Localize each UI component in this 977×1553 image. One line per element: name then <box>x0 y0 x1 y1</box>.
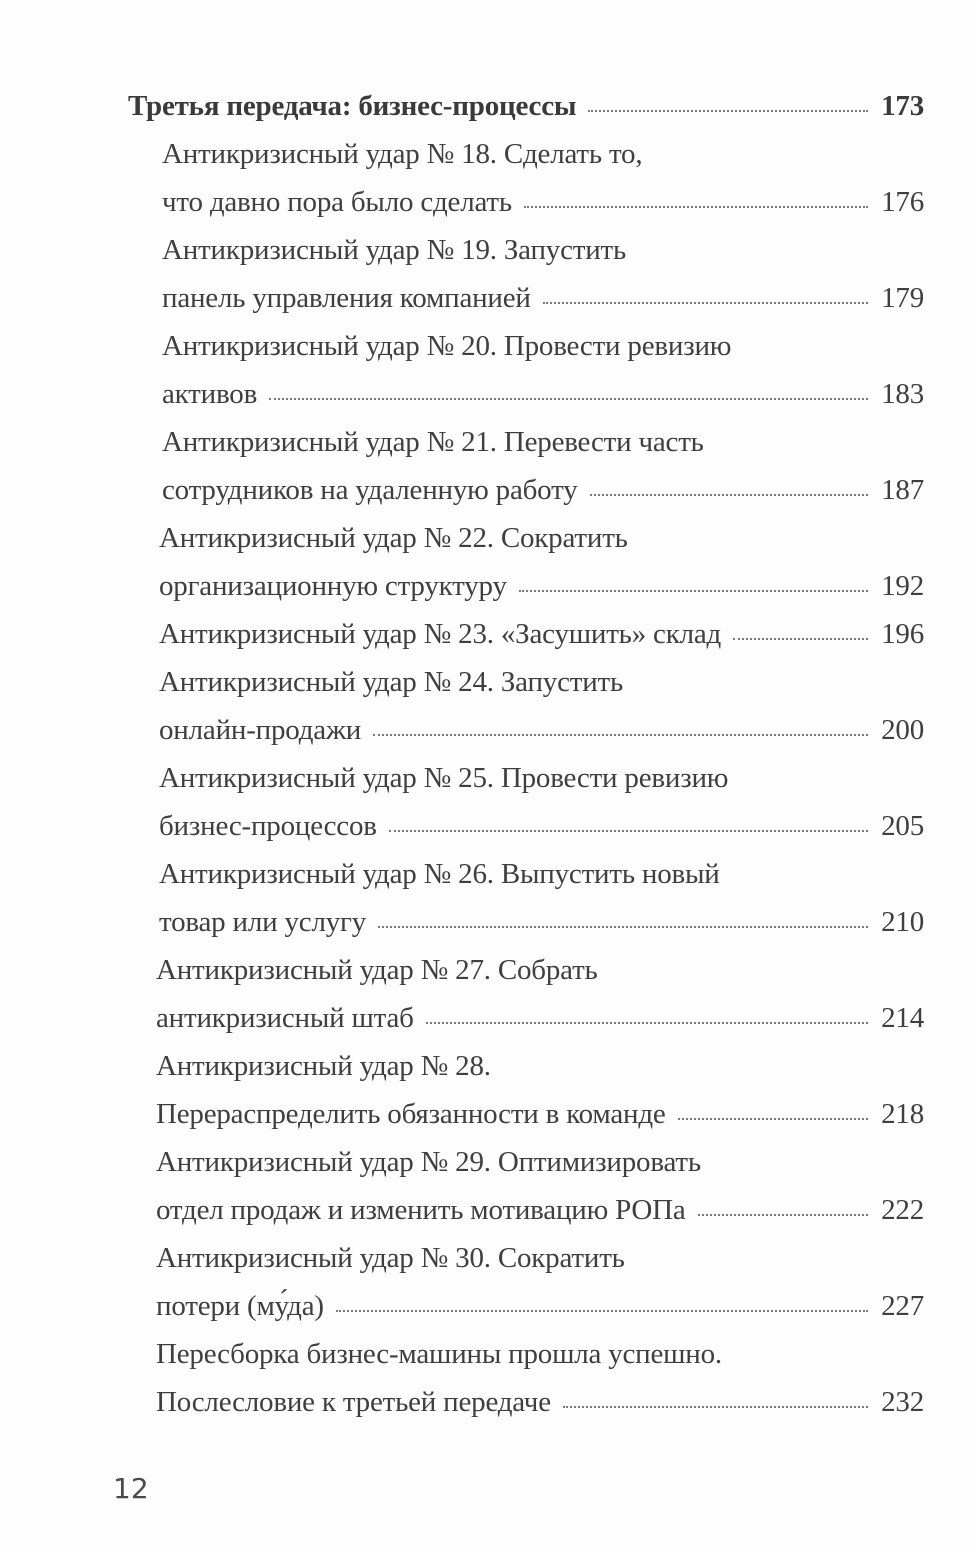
toc-line <box>128 82 924 130</box>
entry-title-line-1: Антикризисный удар № 24. Запустить <box>159 666 624 698</box>
toc-line <box>159 898 924 946</box>
entry-title-line-2: антикризисный штаб <box>156 1002 414 1034</box>
page-number: 187 <box>881 474 924 506</box>
page-number: 179 <box>881 282 924 314</box>
page-number: 200 <box>881 714 924 746</box>
toc-entry <box>159 850 924 946</box>
dot-leader <box>373 734 868 736</box>
toc-entry <box>162 418 924 514</box>
toc-entry <box>162 130 924 226</box>
toc-line <box>159 754 924 802</box>
dot-leader <box>543 302 868 304</box>
toc-entry <box>159 514 924 610</box>
entry-title-line-2: организационную структуру <box>159 570 507 602</box>
entry-title-line-1: Антикризисный удар № 25. Провести ревизию <box>159 762 729 794</box>
page-folio-number: 12 <box>113 1472 149 1505</box>
entry-title-line-1: Антикризисный удар № 26. Выпустить новый <box>159 858 720 890</box>
page-number: 227 <box>881 1290 924 1322</box>
toc-part-heading <box>128 82 924 130</box>
toc-line <box>156 1378 924 1426</box>
entry-title-line-1: Антикризисный удар № 22. Сократить <box>159 522 628 554</box>
page-number: 192 <box>881 570 924 602</box>
entry-title-line-2: Перераспределить обязанности в команде <box>156 1098 666 1130</box>
entry-title-line-1: Антикризисный удар № 29. Оптимизировать <box>156 1146 701 1178</box>
entry-title-line-2: что давно пора было сделать <box>162 186 512 218</box>
toc-line <box>156 1042 924 1090</box>
dot-leader <box>336 1310 868 1312</box>
entry-title-line-2: потери (му́да) <box>156 1290 324 1322</box>
toc-entry <box>159 610 924 658</box>
entry-title-line-1: Антикризисный удар № 19. Запустить <box>162 234 627 266</box>
page-number: 214 <box>881 1002 924 1034</box>
entry-title-line-2: товар или услугу <box>159 906 367 938</box>
toc-line <box>159 514 924 562</box>
entry-title-line-2: Послесловие к третьей передаче <box>156 1386 551 1418</box>
entry-title-line-2: отдел продаж и изменить мотивацию РОПа <box>156 1194 686 1226</box>
toc-entry <box>156 946 924 1042</box>
toc-line <box>156 1282 924 1330</box>
page-number: 222 <box>881 1194 924 1226</box>
entry-title-line-1: Антикризисный удар № 23. «Засушить» склад <box>159 618 722 650</box>
page-number: 196 <box>881 618 924 650</box>
entry-title-line-2: активов <box>162 378 258 410</box>
page-number: 210 <box>881 906 924 938</box>
toc-line <box>162 322 924 370</box>
dot-leader <box>519 590 868 592</box>
toc-line <box>159 802 924 850</box>
toc-line <box>156 1234 924 1282</box>
dot-leader <box>426 1022 868 1024</box>
dot-leader <box>678 1118 868 1120</box>
toc-entry <box>156 1330 924 1426</box>
dot-leader <box>698 1214 868 1216</box>
toc-line <box>162 226 924 274</box>
dot-leader <box>588 110 868 112</box>
dot-leader <box>378 926 868 928</box>
dot-leader <box>733 638 868 640</box>
toc-entry <box>162 322 924 418</box>
toc-entry <box>162 226 924 322</box>
toc-line <box>159 706 924 754</box>
entry-title-line-2: онлайн-продажи <box>159 714 362 746</box>
entry-title-line-1: Антикризисный удар № 30. Сократить <box>156 1242 625 1274</box>
toc-entry <box>159 754 924 850</box>
toc-line <box>159 850 924 898</box>
toc-line <box>162 370 924 418</box>
toc-line <box>156 1330 924 1378</box>
toc-entry <box>156 1042 924 1138</box>
table-of-contents <box>128 82 924 1426</box>
toc-line <box>162 418 924 466</box>
dot-leader <box>524 206 868 208</box>
page-number: 218 <box>881 1098 924 1130</box>
entry-title-line-1: Пересборка бизнес-машины прошла успешно. <box>156 1338 722 1370</box>
toc-line <box>156 1090 924 1138</box>
dot-leader <box>563 1406 868 1408</box>
toc-line <box>162 274 924 322</box>
entry-title-line-1: Антикризисный удар № 20. Провести ревизию <box>162 330 732 362</box>
toc-entry <box>159 658 924 754</box>
toc-entry <box>156 1234 924 1330</box>
toc-entry <box>156 1138 924 1234</box>
page-number: 176 <box>881 186 924 218</box>
dot-leader <box>389 830 868 832</box>
toc-line <box>156 1186 924 1234</box>
part-title: Третья передача: бизнес-процессы <box>128 90 577 122</box>
toc-line <box>156 1138 924 1186</box>
toc-line <box>162 178 924 226</box>
entry-title-line-1: Антикризисный удар № 27. Собрать <box>156 954 598 986</box>
toc-line <box>159 658 924 706</box>
entry-title-line-2: бизнес-процессов <box>159 810 377 842</box>
toc-line <box>156 994 924 1042</box>
toc-line <box>162 130 924 178</box>
dot-leader <box>269 398 868 400</box>
entry-title-line-2: сотрудников на удаленную работу <box>162 474 578 506</box>
toc-line <box>162 466 924 514</box>
toc-line <box>156 946 924 994</box>
toc-line <box>159 610 924 658</box>
page-number: 232 <box>881 1386 924 1418</box>
page-number: 205 <box>881 810 924 842</box>
toc-line <box>159 562 924 610</box>
page-number: 173 <box>881 90 924 122</box>
entry-title-line-1: Антикризисный удар № 18. Сделать то, <box>162 138 643 170</box>
entry-title-line-2: панель управления компанией <box>162 282 531 314</box>
page-number: 183 <box>881 378 924 410</box>
entry-title-line-1: Антикризисный удар № 28. <box>156 1050 491 1082</box>
dot-leader <box>590 494 869 496</box>
entry-title-line-1: Антикризисный удар № 21. Перевести часть <box>162 426 704 458</box>
